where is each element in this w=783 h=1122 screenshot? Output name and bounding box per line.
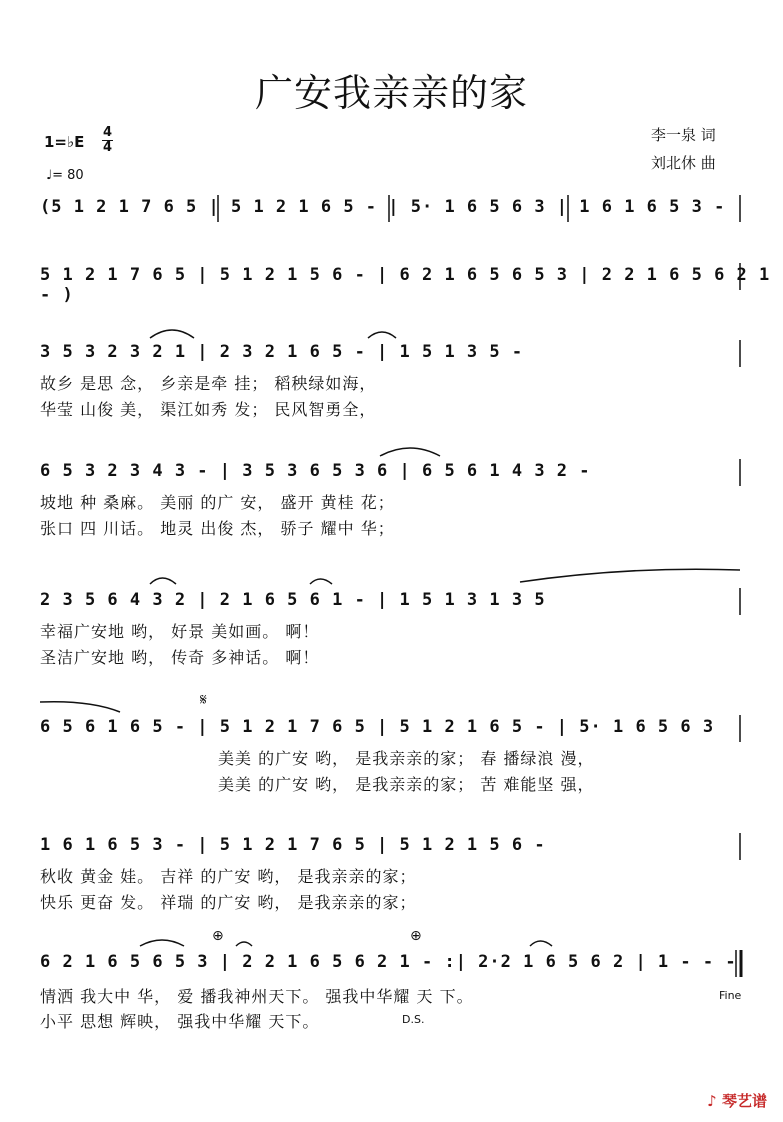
lyric-verse-2: 快乐 更奋 发。 祥瑞 的广安 哟， 是我亲亲的家； [40,893,417,912]
slur [530,941,552,946]
lyric-verse-1: 幸福广安地 哟， 好景 美如画。 啊！ [40,622,320,641]
slur [40,702,120,712]
notes-line: 1 6 1 6 5 3 - | 5 1 2 1 7 6 5 | 5 1 2 1 5 6 - [40,835,546,855]
lyric-verse-2: 圣洁广安地 哟， 传奇 多神话。 啊！ [40,648,320,667]
slur [380,448,440,456]
key-signature: 1=♭E [44,133,85,151]
notes-line: 6 5 3 2 3 4 3 - | 3 5 3 6 5 3 6 | 6 5 6 1 4 3 2 - [40,461,591,481]
segno-icon: 𝄋 [200,690,207,709]
fine-mark: Fine [719,989,742,1002]
slur [140,940,184,946]
slur [310,579,332,584]
lyric-verse-1: 美美 的广安 哟， 是我亲亲的家； 春 播绿浪 漫， [218,749,595,768]
notes-line: 3 5 3 2 3 2 1 | 2 3 2 1 6 5 - | 1 5 1 3 5 - [40,342,524,362]
notes-line: (5 1 2 1 7 6 5 | 5 1 2 1 6 5 - | 5· 1 6 5 6 3 | 1 6 1 6 5 3 - [40,197,726,217]
lyric-verse-2: 张口 四 川话。 地灵 出俊 杰， 骄子 耀中 华； [40,519,395,538]
watermark-text: 琴艺谱 [721,1092,767,1110]
slur [236,942,252,946]
logo-icon: ♪ [707,1092,717,1110]
slur [520,569,740,582]
lyric-verse-1: 坡地 种 桑麻。 美丽 的广 安， 盛开 黄桂 花； [40,493,395,512]
tempo-mark: ♩= 80 [46,168,84,183]
time-sig-bottom: 4 [102,140,113,155]
lyric-verse-1: 秋收 黄金 娃。 吉祥 的广安 哟， 是我亲亲的家； [40,867,417,886]
coda-icon: ⊕ [410,928,422,944]
lyricist-credit: 李一泉 词 [651,126,716,144]
ds-mark: D.S. [402,1013,425,1026]
lyric-verse-1: 故乡 是思 念， 乡亲是牵 挂； 稻秧绿如海， [40,374,377,393]
slur [150,330,194,338]
notes-line: 5 1 2 1 7 6 5 | 5 1 2 1 5 6 - | 6 2 1 6 5 6 5 3 | 2 2 1 6 5 6 2 1 - ) [40,265,771,305]
notes-line: 6 2 1 6 5 6 5 3 | 2 2 1 6 5 6 2 1 - :| 2·2 1 6 5 6 2 | 1 - - - [40,952,737,972]
lyric-verse-2: 小平 思想 辉映， 强我中华耀 天下。 [40,1012,320,1031]
composer-credit: 刘北休 曲 [651,154,716,172]
notes-line: 2 3 5 6 4 3 2 | 2 1 6 5 6 1 - | 1 5 1 3 1 3 5 [40,590,546,610]
lyric-verse-2: 华莹 山俊 美， 渠江如秀 发； 民风智勇全， [40,400,377,419]
lyric-verse-1: 情洒 我大中 华， 爱 播我神州天下。 强我中华耀 天 下。 [40,987,474,1006]
coda-icon: ⊕ [212,928,224,944]
time-sig-top: 4 [102,125,113,140]
lyric-verse-2: 美美 的广安 哟， 是我亲亲的家； 苦 难能坚 强， [218,775,595,794]
song-title: 广安我亲亲的家 [254,71,528,115]
notes-line: 6 5 6 1 6 5 - | 5 1 2 1 7 6 5 | 5 1 2 1 6 5 - | 5· 1 6 5 6 3 [40,717,715,737]
slur [150,578,176,584]
slur [368,332,396,338]
